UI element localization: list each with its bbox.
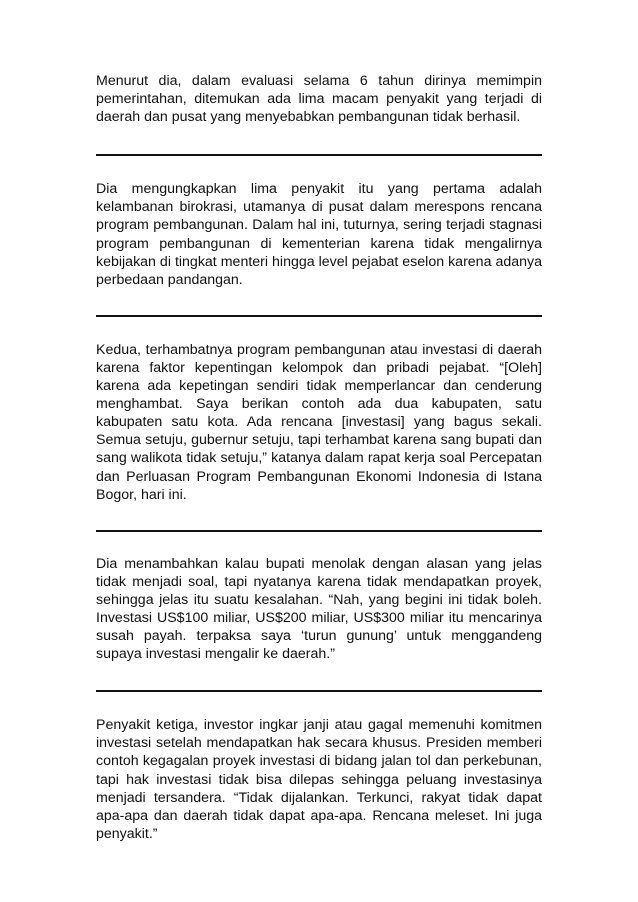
paragraph-evaluation-intro: Menurut dia, dalam evaluasi selama 6 tahun dirinya memimpin pemerintahan, ditemukan ada lima macam penyakit yang terjadi di daerah dan pusat yang menyebabkan pembangunan tidak berhasil. xyxy=(96,73,542,126)
horizontal-divider xyxy=(96,315,542,317)
horizontal-divider xyxy=(96,530,542,532)
document-page xyxy=(96,72,542,843)
paragraph-third-disease: Penyakit ketiga, investor ingkar janji atau gagal memenuhi komitmen investasi setelah mendapatkan hak secara khusus. Presiden memberi contoh kegagalan proyek investasi di bidang jalan tol dan perkebunan, tapi hak investasi tidak bisa dilepas sehingga peluang investasinya menjadi tersandera. “Tidak dijalankan. Terkunci, rakyat tidak dapat apa-apa dan daerah tidak dapat apa-apa. Rencana meleset. Ini juga penyakit.” xyxy=(96,717,542,842)
horizontal-divider xyxy=(96,154,542,156)
paragraph-bupati-quote: Dia menambahkan kalau bupati menolak dengan alasan yang jelas tidak menjadi soal, tapi nyatanya karena tidak mendapatkan proyek, sehingga jelas itu suatu kesalahan. “Nah, yang begini ini tidak boleh. Investasi US$100 miliar, US$200 miliar, US$300 miliar itu mencarinya susah payah. terpaksa saya ‘turun gunung’ untuk menggandeng supaya investasi mengalir ke daerah.” xyxy=(96,555,542,663)
horizontal-divider xyxy=(96,690,542,692)
paragraph-first-disease: Dia mengungkapkan lima penyakit itu yang pertama adalah kelambanan birokrasi, utamanya di pusat dalam merespons rencana program pembangunan. Dalam hal ini, tuturnya, sering terjadi stagnasi program pembangunan di kementerian karena tidak mengalirnya kebijakan di tingkat menteri hingga level pejabat eselon karena adanya perbedaan pandangan. xyxy=(96,181,542,288)
paragraph-second-disease: Kedua, terhambatnya program pembangunan atau investasi di daerah karena faktor kepentingan kelompok dan pribadi pejabat. “[Oleh] karena ada kepetingan sendiri tidak memperlancar dan cenderung menghambat. Saya berikan contoh ada dua kabupaten, satu kabupaten satu kota. Ada rencana [investasi] yang bagus sekali. Semua setuju, gubernur setuju, tapi terhambat karena sang bupati dan sang walikota tidak setuju,” katanya dalam rapat kerja soal Percepatan dan Perluasan Program Pembangunan Ekonomi Indonesia di Istana Bogor, hari ini. xyxy=(96,341,542,503)
